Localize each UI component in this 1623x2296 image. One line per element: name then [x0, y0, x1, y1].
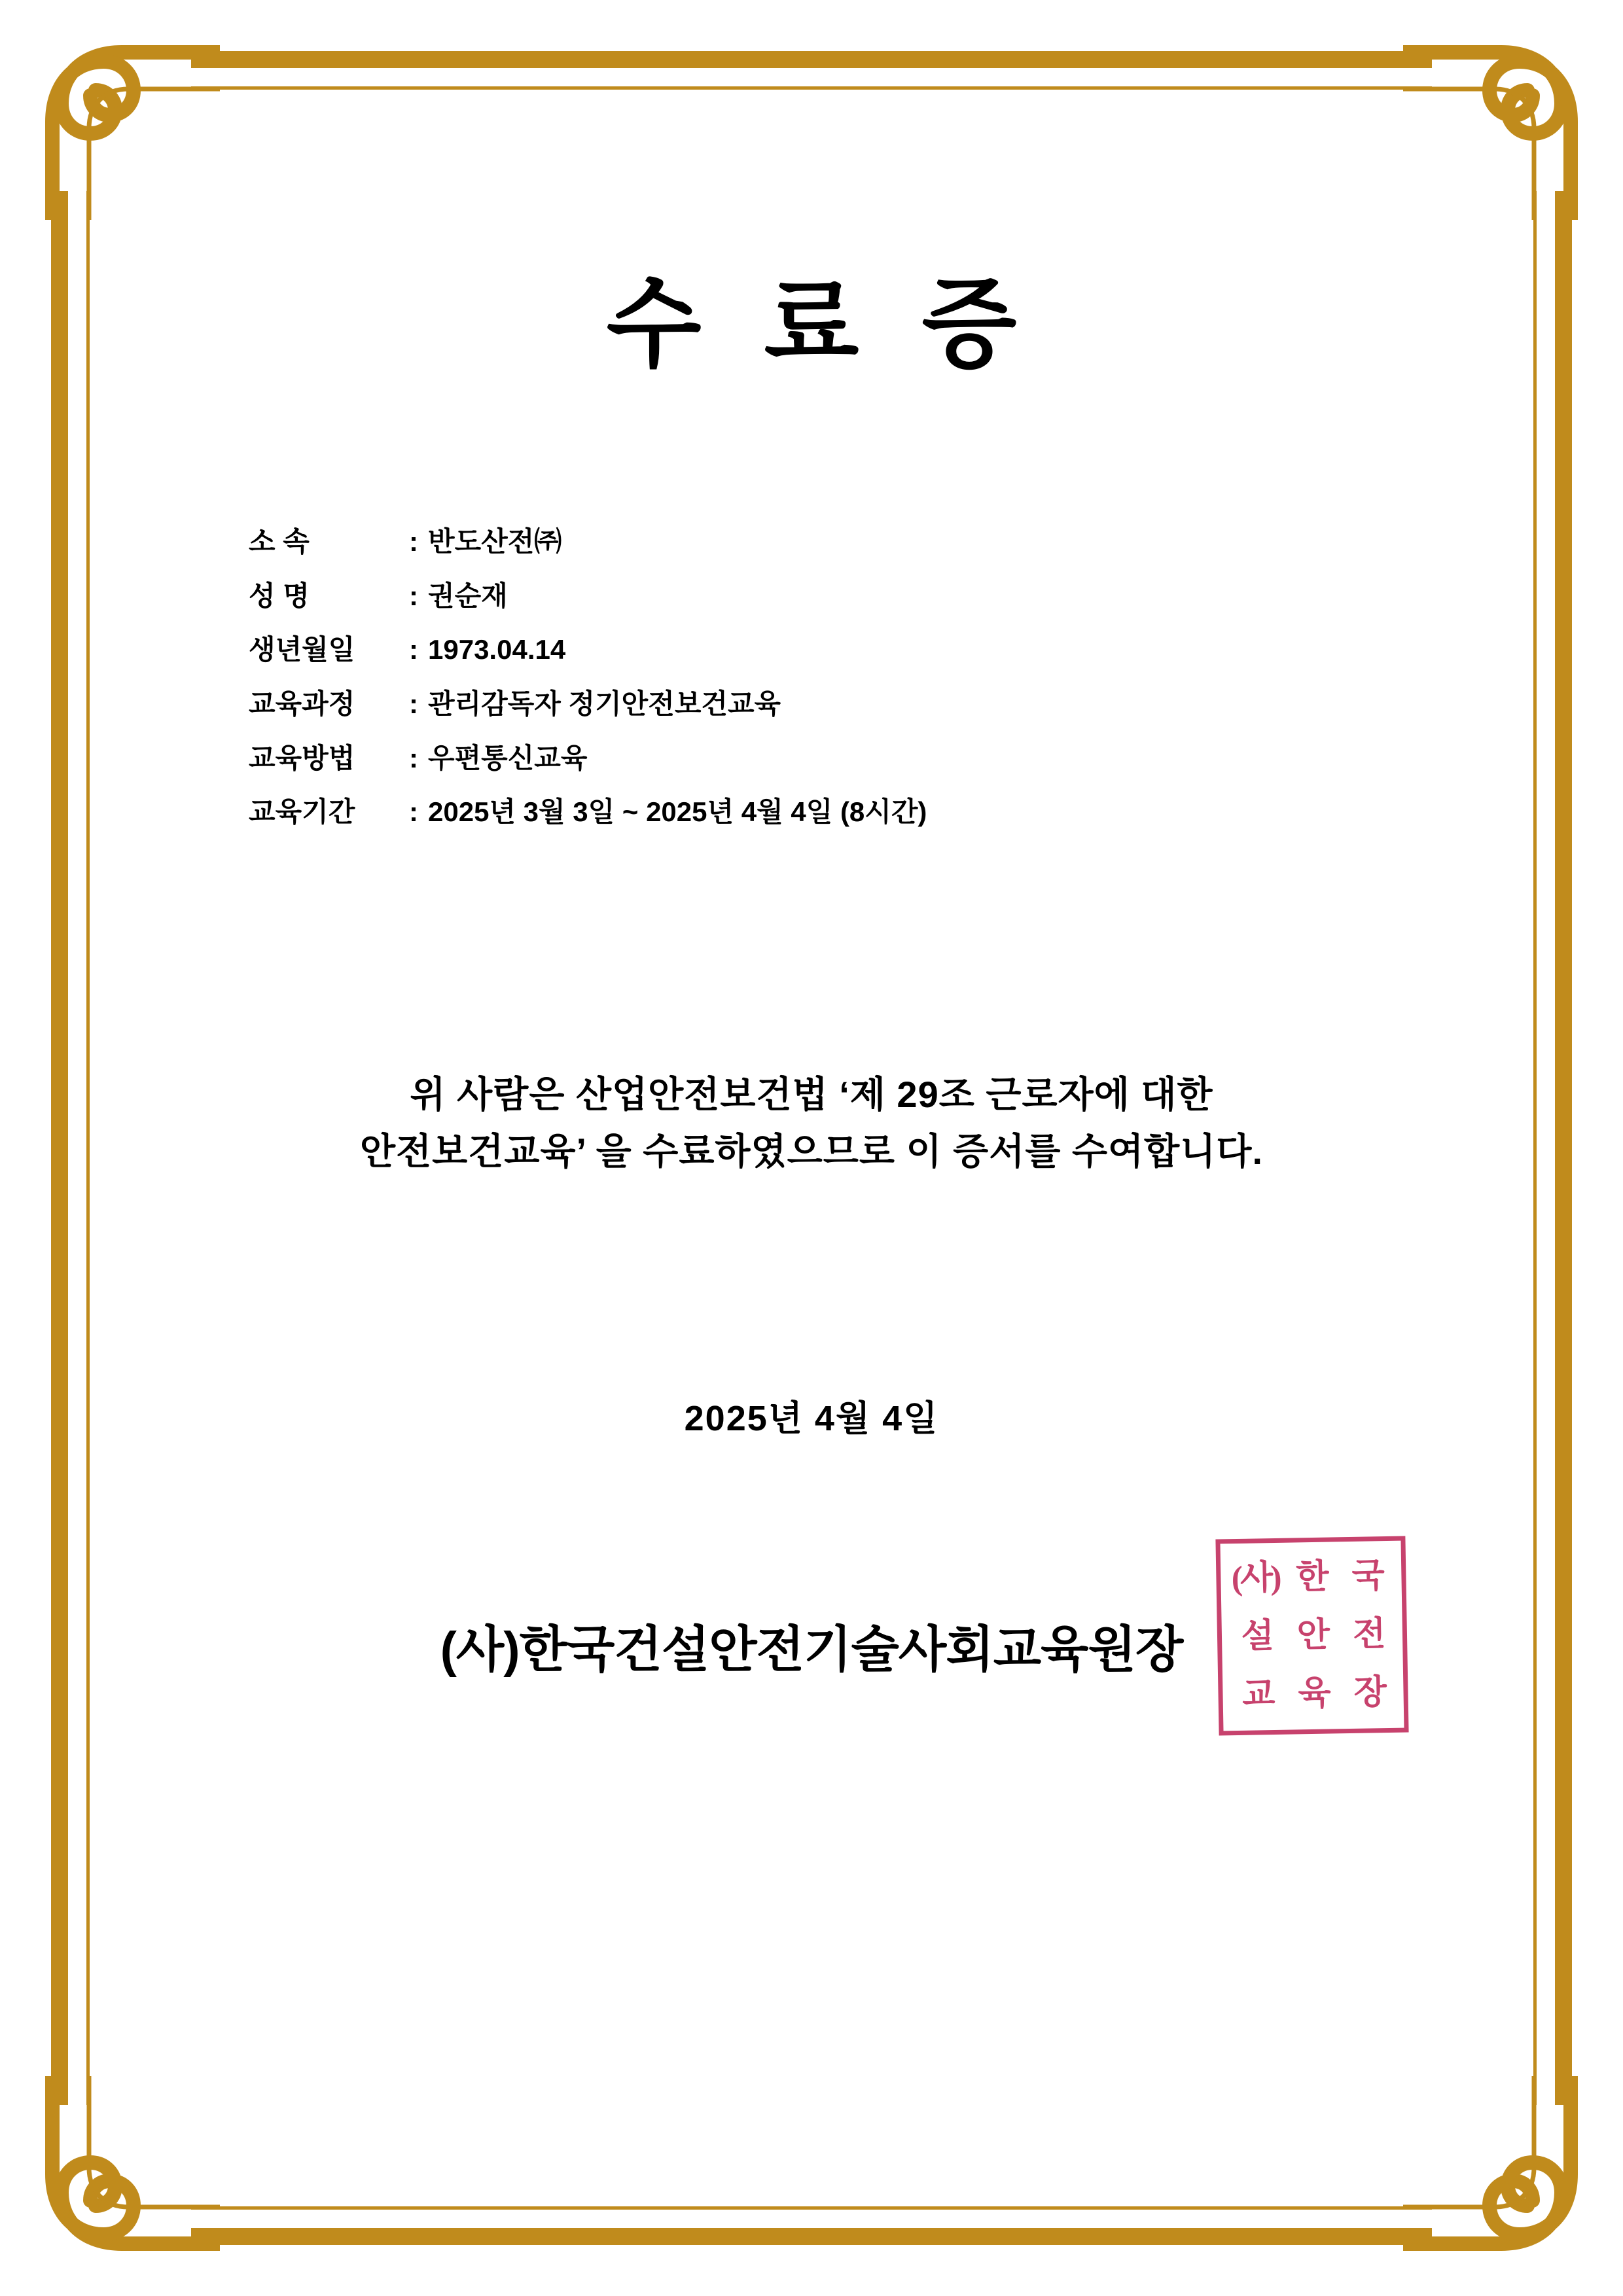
seal-char-1: (사): [1231, 1559, 1280, 1598]
seal-char-6: 전: [1352, 1616, 1383, 1653]
statement-line-1: 위 사람은 산업안전보건법 ‘제 29조 근로자에 대한: [410, 1074, 1213, 1115]
issue-date: 2025년 4월 4일: [684, 1399, 939, 1438]
field-label-method: 교육방법: [249, 742, 355, 773]
seal-char-8: 육: [1297, 1674, 1329, 1713]
certificate-content: [105, 105, 1518, 2191]
page-title: 수료증: [606, 269, 1080, 379]
field-colon-period: :: [409, 796, 418, 828]
field-row-birthdate: [249, 631, 1361, 669]
field-row-name: [249, 578, 1361, 615]
seal-char-9: 장: [1353, 1673, 1385, 1712]
detail-fields: [249, 523, 1361, 848]
field-value-birthdate: 1973.04.14: [428, 634, 566, 665]
field-value-affiliation: 반도산전㈜: [428, 526, 562, 557]
field-value-name: 권순재: [428, 580, 508, 611]
seal-char-7: 교: [1241, 1675, 1273, 1714]
field-label-course: 교육과정: [249, 688, 355, 720]
field-label-birthdate: 생년월일: [249, 634, 355, 665]
issuer-title: (사)한국건설안전기술사회교육원장: [440, 1622, 1183, 1678]
seal-characters: [1227, 1547, 1398, 1724]
field-value-period: 2025년 3월 3일 ~ 2025년 4월 4일 (8시간): [428, 796, 927, 828]
seal-char-5: 안: [1296, 1616, 1328, 1655]
field-colon-name: :: [409, 580, 418, 611]
statement-text: [105, 1067, 1518, 1180]
field-colon-course: :: [409, 688, 418, 720]
field-colon-birthdate: :: [409, 634, 418, 665]
field-row-period: [249, 794, 1361, 831]
field-colon-method: :: [409, 742, 418, 773]
field-value-course: 관리감독자 정기안전보건교육: [428, 688, 781, 720]
field-label-affiliation: 소 속: [249, 526, 310, 557]
seal-char-3: 국: [1351, 1557, 1383, 1596]
field-row-method: [249, 740, 1361, 777]
seal-char-4: 설: [1241, 1617, 1272, 1655]
field-label-period: 교육기간: [249, 796, 355, 828]
field-row-affiliation: [249, 523, 1361, 561]
field-label-name: 성 명: [249, 580, 310, 611]
field-value-method: 우편통신교육: [428, 742, 588, 773]
seal-char-2: 한: [1295, 1558, 1327, 1597]
field-row-course: [249, 686, 1361, 723]
field-colon-affiliation: :: [409, 526, 418, 557]
red-seal-stamp: [1215, 1536, 1408, 1735]
statement-line-2: 안전보건교육’ 을 수료하였으므로 이 증서를 수여합니다.: [359, 1130, 1264, 1172]
